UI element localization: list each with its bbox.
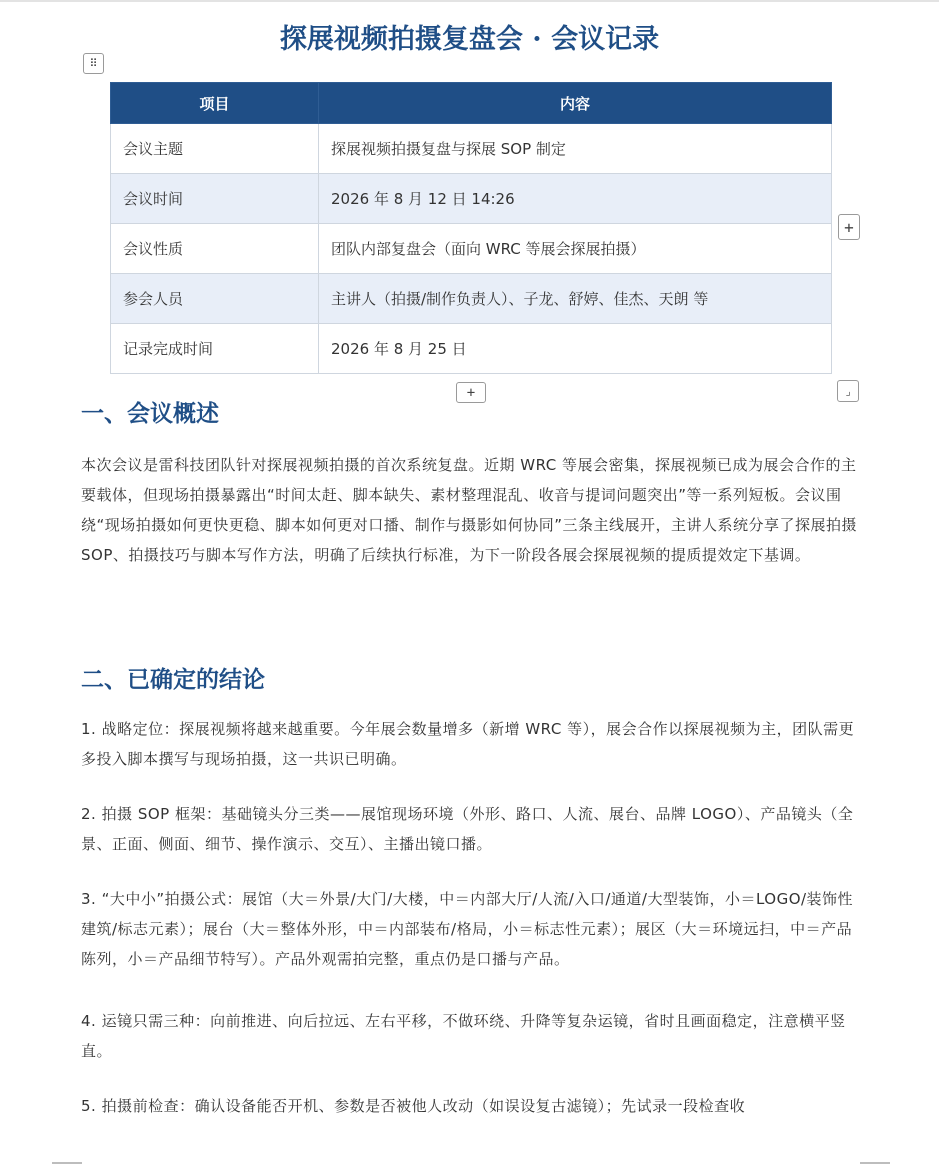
row-value-completed[interactable]: 2026 年 8 月 25 日 [319,324,832,374]
top-border [0,0,939,2]
conclusion-item-1: 1. 战略定位：探展视频将越来越重要。今年展会数量增多（新增 WRC 等），展会合作以探展视频为主，团队需更多投入脚本撰写与现场拍摄，这一共识已明确。 [81,720,855,768]
row-label-completed[interactable]: 记录完成时间 [111,324,319,374]
table-row [111,274,832,324]
conclusion-item-3: 3. “大中小”拍摄公式：展馆（大＝外景/大门/大楼，中＝内部大厅/人流/入口/通道/大型装饰，小＝LOGO/装饰性建筑/标志元素）；展台（大＝整体外形，中＝内部装布/格局，小＝标志性元素）；展区（大＝环境远扫，中＝产品陈列，小＝产品细节特写）。产品外观需拍完整，重点仍是口播与产品。 [81,890,854,968]
row-label-attendees[interactable]: 参会人员 [111,274,319,324]
add-column-button[interactable]: + [838,214,860,240]
document-title: 探展视频拍摄复盘会 · 会议记录 [279,24,660,55]
table-header-row [111,83,832,124]
row-label-topic[interactable]: 会议主题 [111,124,319,174]
conclusion-item-4: 4. 运镜只需三种：向前推进、向后拉远、左右平移，不做环绕、升降等复杂运镜，省时且画面稳定，注意横平竖直。 [81,1012,846,1060]
row-value-nature[interactable]: 团队内部复盘会（面向 WRC 等展会探展拍摄） [319,224,832,274]
header-item: 项目 [111,83,319,124]
table-row [111,224,832,274]
table-row [111,324,832,374]
row-value-topic[interactable]: 探展视频拍摄复盘与探展 SOP 制定 [319,124,832,174]
header-content: 内容 [319,83,832,124]
conclusion-item-2: 2. 拍摄 SOP 框架：基础镜头分三类——展馆现场环境（外形、路口、人流、展台、品牌 LOGO）、产品镜头（全景、正面、侧面、细节、操作演示、交互）、主播出镜口播。 [81,805,854,853]
row-label-time[interactable]: 会议时间 [111,174,319,224]
row-value-attendees[interactable]: 主讲人（拍摄/制作负责人）、子龙、舒婷、佳杰、天朗 等 [319,274,832,324]
row-label-nature[interactable]: 会议性质 [111,224,319,274]
add-row-button[interactable]: + [456,382,486,403]
row-value-time[interactable]: 2026 年 8 月 12 日 14:26 [319,174,832,224]
table-drag-handle-icon[interactable]: ⠿ [83,53,104,74]
meeting-info-table [110,82,832,374]
section-heading-conclusions: 二、已确定的结论 [81,666,265,693]
page-corner-mark-right [860,1162,890,1164]
overview-paragraph: 本次会议是雷科技团队针对探展视频拍摄的首次系统复盘。近期 WRC 等展会密集，探展视频已成为展会合作的主要载体，但现场拍摄暴露出“时间太赶、脚本缺失、素材整理混乱、收音与提词问题突出”等一系列短板。会议围绕“现场拍摄如何更快更稳、脚本如何更对口播、制作与摄影如何协同”三条主线展开，主讲人系统分享了探展拍摄 SOP、拍摄技巧与脚本写作方法，明确了后续执行标准，为下一阶段各展会探展视频的提质提效定下基调。 [81,456,858,564]
table-resize-icon[interactable]: ⌟ [837,380,859,402]
section-heading-overview: 一、会议概述 [81,400,219,427]
table-row [111,174,832,224]
page-corner-mark-left [52,1162,82,1164]
table-row [111,124,832,174]
conclusion-item-5: 5. 拍摄前检查：确认设备能否开机、参数是否被他人改动（如误设复古滤镜）；先试录一段检查收 [81,1097,746,1115]
